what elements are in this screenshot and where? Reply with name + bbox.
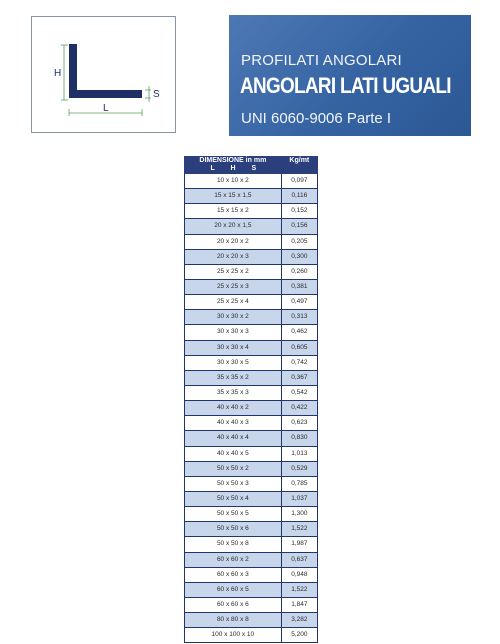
weight-cell: 0,205	[281, 234, 317, 249]
table-row	[185, 174, 318, 189]
table-row	[185, 613, 318, 628]
table-row	[185, 370, 318, 385]
table-row	[185, 355, 318, 370]
weight-cell: 0,830	[281, 431, 317, 446]
dimension-cell: 40 x 40 x 3	[185, 416, 282, 431]
dimension-cell: 20 x 20 x 2	[185, 234, 282, 249]
weight-cell: 0,313	[281, 310, 317, 325]
dimension-cell: 60 x 60 x 6	[185, 597, 282, 612]
dimension-table-wrapper	[184, 156, 318, 643]
table-row	[185, 310, 318, 325]
weight-cell: 1,522	[281, 522, 317, 537]
dimension-cell: 50 x 50 x 4	[185, 491, 282, 506]
table-row	[185, 340, 318, 355]
dimension-cell: 10 x 10 x 2	[185, 174, 282, 189]
weight-cell: 0,948	[281, 567, 317, 582]
table-row	[185, 219, 318, 234]
product-title: ANGOLARI LATI UGUALI	[240, 73, 451, 98]
weight-cell: 0,497	[281, 295, 317, 310]
table-row	[185, 234, 318, 249]
weight-cell: 1,300	[281, 507, 317, 522]
weight-cell: 0,116	[281, 189, 317, 204]
category-title: PROFILATI ANGOLARI	[241, 52, 402, 69]
dimension-cell: 30 x 30 x 3	[185, 325, 282, 340]
dimension-cell: 20 x 20 x 3	[185, 249, 282, 264]
dimension-cell: 25 x 25 x 3	[185, 279, 282, 294]
table-row	[185, 522, 318, 537]
table-row	[185, 279, 318, 294]
weight-cell: 0,742	[281, 355, 317, 370]
weight-cell: 1,037	[281, 491, 317, 506]
table-row	[185, 295, 318, 310]
table-row	[185, 567, 318, 582]
dimension-weight-table	[184, 156, 318, 643]
header-dimension-label: DIMENSIONE in mm	[199, 157, 267, 164]
dimension-cell: 60 x 60 x 2	[185, 552, 282, 567]
weight-cell: 5,200	[281, 628, 317, 643]
dimension-cell: 60 x 60 x 5	[185, 582, 282, 597]
table-row	[185, 416, 318, 431]
weight-cell: 0,156	[281, 219, 317, 234]
table-row	[185, 264, 318, 279]
standard-reference: UNI 6060-9006 Parte I	[241, 110, 392, 127]
table-row	[185, 401, 318, 416]
weight-cell: 0,542	[281, 385, 317, 400]
table-row	[185, 431, 318, 446]
dimension-cell: 35 x 35 x 2	[185, 370, 282, 385]
weight-cell: 0,637	[281, 552, 317, 567]
table-header-row	[185, 157, 318, 174]
weight-cell: 0,367	[281, 370, 317, 385]
dimension-cell: 25 x 25 x 4	[185, 295, 282, 310]
weight-cell: 0,152	[281, 204, 317, 219]
header-dimension	[185, 157, 282, 174]
dimension-cell: 50 x 50 x 6	[185, 522, 282, 537]
header-weight: Kg/mt	[281, 157, 317, 174]
weight-cell: 1,013	[281, 446, 317, 461]
weight-cell: 3,282	[281, 613, 317, 628]
table-row	[185, 491, 318, 506]
weight-cell: 0,097	[281, 174, 317, 189]
table-row	[185, 249, 318, 264]
weight-cell: 0,605	[281, 340, 317, 355]
dimension-cell: 30 x 30 x 4	[185, 340, 282, 355]
dimension-cell: 40 x 40 x 5	[185, 446, 282, 461]
s-label: S	[153, 89, 160, 100]
table-row	[185, 552, 318, 567]
table-row	[185, 385, 318, 400]
h-label: H	[54, 68, 62, 79]
l-label: L	[103, 103, 109, 114]
dimension-cell: 50 x 50 x 3	[185, 476, 282, 491]
weight-cell: 1,847	[281, 597, 317, 612]
dimension-cell: 100 x 100 x 10	[185, 628, 282, 643]
dimension-cell: 30 x 30 x 2	[185, 310, 282, 325]
angle-profile-shape	[69, 44, 142, 98]
table-row	[185, 461, 318, 476]
weight-cell: 0,260	[281, 264, 317, 279]
dimension-cell: 15 x 15 x 2	[185, 204, 282, 219]
weight-cell: 0,300	[281, 249, 317, 264]
title-banner	[229, 15, 471, 136]
profile-diagram	[31, 16, 176, 133]
dimension-cell: 50 x 50 x 2	[185, 461, 282, 476]
dimension-cell: 25 x 25 x 2	[185, 264, 282, 279]
weight-cell: 0,381	[281, 279, 317, 294]
dimension-cell: 35 x 35 x 3	[185, 385, 282, 400]
table-row	[185, 628, 318, 643]
table-row	[185, 325, 318, 340]
weight-cell: 0,529	[281, 461, 317, 476]
table-row	[185, 537, 318, 552]
table-row	[185, 446, 318, 461]
table-row	[185, 582, 318, 597]
table-row	[185, 189, 318, 204]
dimension-cell: 50 x 50 x 5	[185, 507, 282, 522]
weight-cell: 0,462	[281, 325, 317, 340]
weight-cell: 0,785	[281, 476, 317, 491]
angle-profile-drawing	[32, 17, 177, 134]
table-row	[185, 476, 318, 491]
table-row	[185, 507, 318, 522]
table-body	[185, 174, 318, 643]
dimension-cell: 20 x 20 x 1,5	[185, 219, 282, 234]
dimension-cell: 80 x 80 x 8	[185, 613, 282, 628]
dimension-cell: 40 x 40 x 2	[185, 401, 282, 416]
table-row	[185, 597, 318, 612]
weight-cell: 1,987	[281, 537, 317, 552]
dimension-cell: 30 x 30 x 5	[185, 355, 282, 370]
header-dimension-sub: L H S	[210, 165, 264, 172]
table-row	[185, 204, 318, 219]
dimension-cell: 50 x 50 x 8	[185, 537, 282, 552]
dimension-cell: 15 x 15 x 1,5	[185, 189, 282, 204]
weight-cell: 1,522	[281, 582, 317, 597]
dimension-cell: 60 x 60 x 3	[185, 567, 282, 582]
dimension-cell: 40 x 40 x 4	[185, 431, 282, 446]
weight-cell: 0,623	[281, 416, 317, 431]
weight-cell: 0,422	[281, 401, 317, 416]
